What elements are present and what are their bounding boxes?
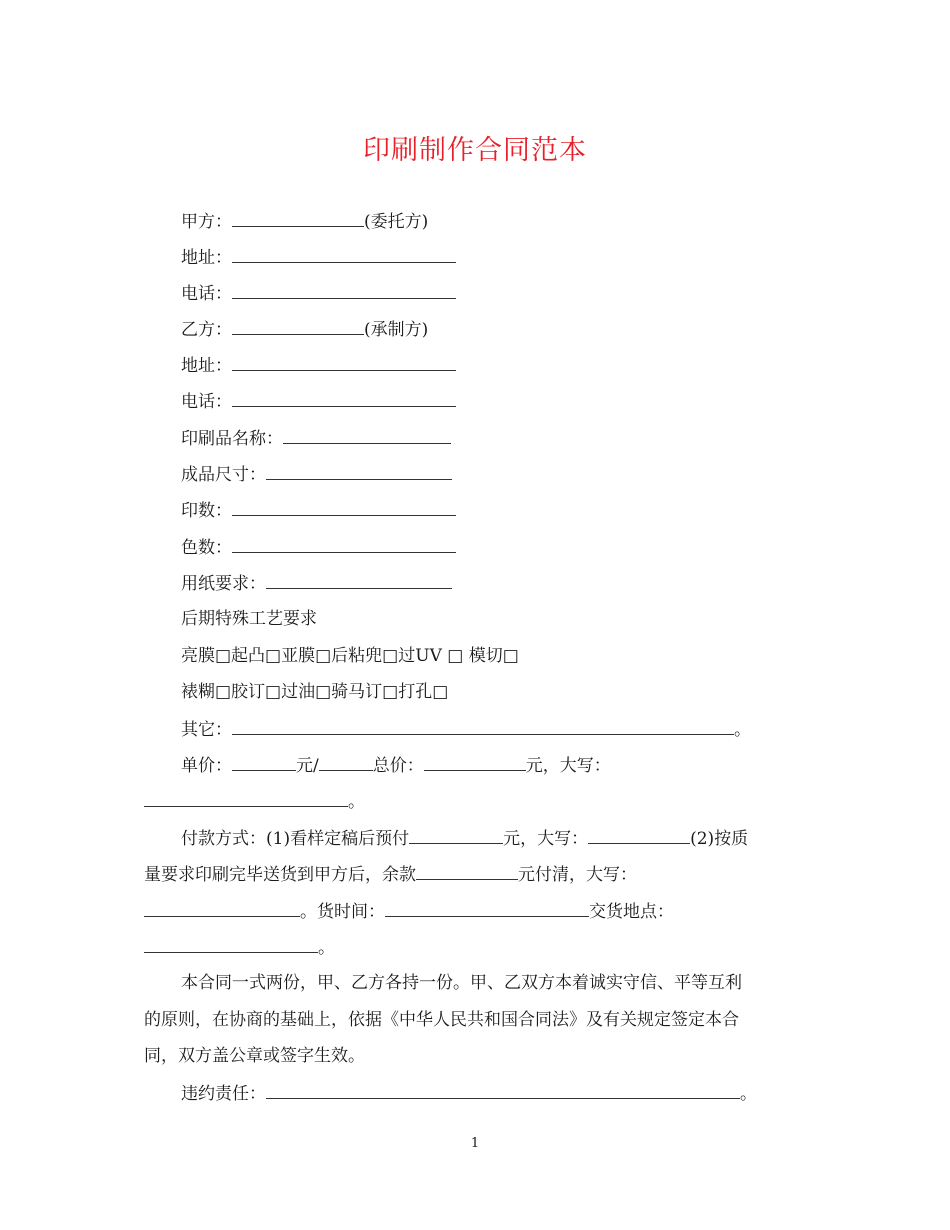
payment-text-2a: 量要求印刷完毕送货到甲方后，余款 (144, 865, 416, 885)
phone-label: 电话： (181, 392, 232, 412)
payment-text-1a: 付款方式：(1)看样定稿后预付 (181, 829, 410, 849)
quantity-label: 印数： (181, 501, 232, 521)
paper-label: 用纸要求： (181, 574, 266, 594)
page-title: 印刷制作合同范本 (363, 135, 587, 166)
colors-label: 色数： (181, 538, 232, 558)
price-words-period: 。 (348, 792, 365, 812)
agreement-line-2: 的原则，在协商的基础上，依据《中华人民共和国合同法》及有关规定签定本合 (144, 1010, 739, 1030)
payment-text-1b: 元，大写： (503, 829, 589, 849)
product-name-blank[interactable] (283, 427, 451, 444)
paper-blank[interactable] (266, 572, 452, 589)
breach-line (181, 1082, 757, 1105)
payment-text-2b: 元付清，大写： (518, 865, 637, 885)
payment-line-3 (144, 900, 674, 923)
total-price-suffix: 元，大写： (525, 756, 611, 776)
quantity-blank[interactable] (232, 499, 456, 516)
party-a-line (181, 210, 428, 233)
prepay-words-blank[interactable] (588, 827, 690, 844)
unit-blank[interactable] (319, 754, 373, 771)
total-price-label: 总价： (372, 756, 424, 776)
colors-line (181, 536, 456, 559)
breach-blank[interactable] (266, 1082, 740, 1099)
party-a-address-blank[interactable] (232, 246, 456, 263)
breach-period: 。 (740, 1084, 757, 1104)
party-b-phone-line (181, 390, 456, 413)
finishing-heading: 后期特殊工艺要求 (181, 609, 317, 629)
balance-blank[interactable] (416, 863, 518, 880)
other-label: 其它： (181, 720, 232, 740)
party-a-label: 甲方： (181, 212, 232, 232)
payment-line-1 (181, 827, 748, 850)
prepay-blank[interactable] (409, 827, 503, 844)
unit-price-mid: 元/ (296, 756, 319, 776)
product-name-label: 印刷品名称： (181, 429, 283, 449)
breach-label: 违约责任： (181, 1084, 266, 1104)
unit-price-blank[interactable] (232, 754, 296, 771)
product-name-line (181, 427, 451, 450)
agreement-line-1: 本合同一式两份，甲、乙方各持一份。甲、乙双方本着诚实守信、平等互利 (181, 973, 742, 993)
party-b-label: 乙方： (181, 320, 232, 340)
party-a-phone-blank[interactable] (232, 282, 456, 299)
delivery-place-blank[interactable] (144, 936, 318, 953)
agreement-line-3: 同，双方盖公章或签字生效。 (144, 1046, 365, 1066)
size-blank[interactable] (266, 463, 452, 480)
party-b-phone-blank[interactable] (232, 390, 456, 407)
size-label: 成品尺寸： (181, 465, 266, 485)
party-b-line (181, 318, 428, 341)
phone-label: 电话： (181, 284, 232, 304)
address-label: 地址： (181, 356, 232, 376)
payment-text-3a: 。货时间： (300, 902, 385, 922)
total-price-blank[interactable] (424, 754, 526, 771)
price-words-line (144, 790, 365, 813)
unit-price-label: 单价： (181, 756, 232, 776)
payment-text-3b: 交货地点： (589, 902, 674, 922)
delivery-place-period: 。 (318, 938, 335, 958)
quantity-line (181, 499, 456, 522)
finishing-options-row-1[interactable]: 亮膜□起凸□亚膜□后粘兜□过UV □ 模切□ (181, 646, 519, 666)
balance-words-blank[interactable] (144, 900, 300, 917)
other-blank[interactable] (232, 718, 734, 735)
finishing-options-row-2[interactable]: 裱糊□胶订□过油□骑马订□打孔□ (181, 682, 449, 702)
party-a-suffix: (委托方) (364, 212, 429, 232)
other-line (181, 718, 751, 741)
party-a-phone-line (181, 282, 456, 305)
price-words-blank[interactable] (144, 790, 348, 807)
party-b-address-line (181, 354, 456, 377)
payment-line-4 (144, 936, 335, 959)
address-label: 地址： (181, 248, 232, 268)
size-line (181, 463, 452, 486)
price-line (181, 754, 611, 777)
paper-line (181, 572, 452, 595)
party-b-suffix: (承制方) (364, 320, 429, 340)
other-period: 。 (734, 720, 751, 740)
colors-blank[interactable] (232, 536, 456, 553)
payment-line-2 (144, 863, 637, 886)
party-b-blank[interactable] (232, 318, 364, 335)
party-a-blank[interactable] (232, 210, 364, 227)
delivery-time-blank[interactable] (385, 900, 589, 917)
page-number: 1 (470, 1136, 480, 1151)
party-b-address-blank[interactable] (232, 354, 456, 371)
party-a-address-line (181, 246, 456, 269)
payment-text-1c: (2)按质 (690, 829, 749, 849)
